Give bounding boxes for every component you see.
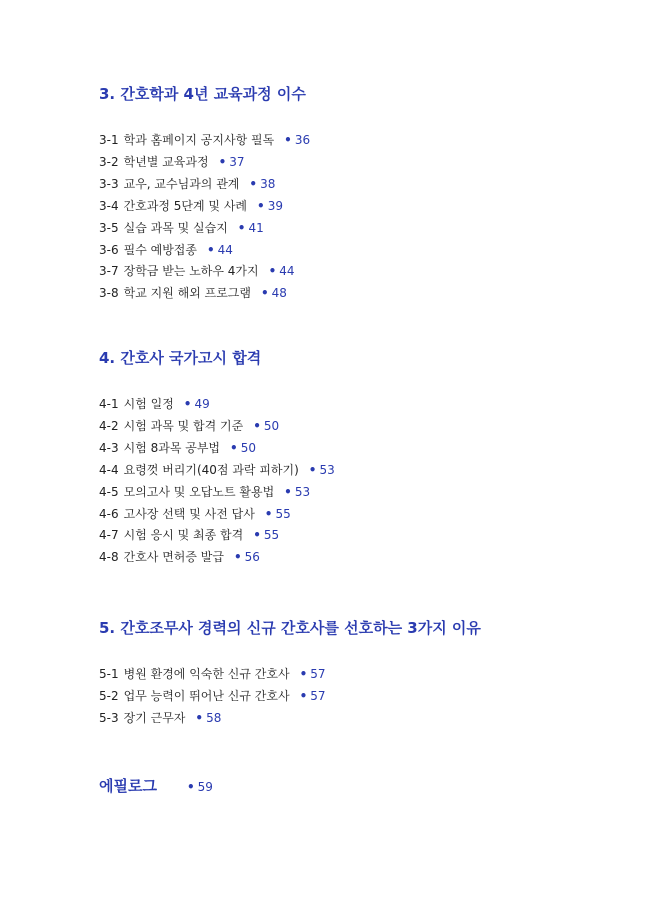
toc-item[interactable]: [99, 708, 481, 730]
item-number: 3-8: [99, 286, 119, 301]
item-number: 4-6: [99, 506, 119, 521]
item-text: 요령껏 버리기(40점 과락 피하기): [123, 462, 299, 477]
bullet-icon: •: [195, 710, 204, 725]
toc-item[interactable]: [99, 416, 335, 438]
item-text: 병원 환경에 익숙한 신규 간호사: [123, 667, 290, 681]
item-number: 4-4: [99, 462, 119, 477]
item-text: 간호사 면허증 발급: [123, 550, 224, 565]
epilogue-title: 에필로그: [99, 777, 157, 795]
item-page: 50: [263, 418, 280, 433]
toc-item[interactable]: [99, 196, 310, 218]
toc-epilogue[interactable]: [99, 775, 213, 796]
item-number: 4-2: [99, 418, 119, 433]
bullet-icon: •: [237, 220, 246, 235]
bullet-icon: •: [308, 462, 317, 477]
bullet-icon: •: [257, 198, 265, 213]
toc-section-4: [99, 348, 335, 569]
item-number: 5-2: [99, 688, 119, 703]
bullet-icon: •: [249, 176, 258, 191]
item-text: 시험 일정: [123, 397, 174, 411]
item-text: 실습 과목 및 실습지: [123, 220, 228, 235]
item-text: 학년별 교육과정: [123, 154, 209, 169]
bullet-icon: •: [233, 550, 242, 565]
toc-section-3: [99, 84, 310, 305]
bullet-icon: •: [299, 667, 308, 681]
item-text: 시험 응시 및 최종 합격: [123, 528, 244, 543]
bullet-icon: •: [284, 484, 292, 499]
item-text: 교우, 교수님과의 관계: [123, 176, 240, 191]
item-number: 4-7: [99, 528, 119, 543]
item-text: 장학금 받는 노하우 4가지: [123, 264, 259, 279]
item-number: 3-5: [99, 220, 119, 235]
item-text: 학과 홈페이지 공지사항 필독: [123, 133, 275, 147]
bullet-icon: •: [253, 528, 261, 543]
toc-item[interactable]: [99, 152, 310, 174]
item-text: 고사장 선택 및 사전 답사: [123, 506, 255, 521]
item-text: 시험 8과목 공부법: [123, 440, 221, 455]
item-number: 3-4: [99, 198, 119, 213]
bullet-icon: •: [183, 397, 192, 411]
section-items: [99, 130, 310, 305]
toc-section-5: [99, 618, 481, 730]
item-page: 38: [260, 176, 276, 191]
section-title: 5. 간호조무사 경력의 신규 간호사를 선호하는 3가지 이유: [99, 619, 481, 637]
item-page: 41: [248, 220, 264, 235]
item-number: 5-3: [99, 710, 119, 725]
toc-item[interactable]: [99, 460, 335, 482]
toc-item[interactable]: [99, 525, 335, 547]
section-items: [99, 394, 335, 569]
item-number: 4-3: [99, 440, 119, 455]
toc-item[interactable]: [99, 482, 335, 504]
item-page: 44: [279, 264, 295, 279]
item-text: 학교 지원 해외 프로그램: [123, 286, 251, 301]
bullet-icon: •: [218, 154, 227, 169]
bullet-icon: •: [206, 242, 215, 257]
toc-item[interactable]: [99, 174, 310, 196]
epilogue-page: 59: [197, 780, 213, 794]
item-page: 50: [240, 440, 256, 455]
toc-item[interactable]: [99, 240, 310, 262]
item-text: 장기 근무자: [123, 710, 186, 725]
toc-item[interactable]: [99, 664, 481, 686]
item-number: 5-1: [99, 667, 119, 681]
item-page: 37: [229, 154, 245, 169]
section-title: 3. 간호학과 4년 교육과정 이수: [99, 85, 306, 103]
item-number: 3-7: [99, 264, 119, 279]
item-page: 57: [310, 667, 326, 681]
item-page: 57: [310, 688, 326, 703]
bullet-icon: •: [284, 133, 292, 147]
item-text: 모의고사 및 오답노트 활용법: [123, 484, 275, 499]
bullet-icon: •: [230, 440, 238, 455]
item-page: 49: [194, 397, 210, 411]
item-text: 간호과정 5단계 및 사례: [123, 198, 248, 213]
item-page: 48: [271, 286, 287, 301]
section-title: 4. 간호사 국가고시 합격: [99, 349, 262, 367]
toc-item[interactable]: [99, 283, 310, 305]
toc-item[interactable]: [99, 686, 481, 708]
bullet-icon: •: [264, 506, 273, 521]
item-page: 36: [294, 133, 311, 147]
item-number: 4-5: [99, 484, 119, 499]
toc-item[interactable]: [99, 504, 335, 526]
item-number: 3-6: [99, 242, 119, 257]
item-page: 58: [206, 710, 222, 725]
bullet-icon: •: [186, 780, 195, 794]
toc-item[interactable]: [99, 438, 335, 460]
bullet-icon: •: [299, 688, 308, 703]
item-number: 4-1: [99, 397, 119, 411]
item-page: 53: [294, 484, 311, 499]
toc-item[interactable]: [99, 394, 335, 416]
item-page: 53: [319, 462, 335, 477]
item-text: 필수 예방접종: [123, 242, 197, 257]
item-page: 55: [263, 528, 280, 543]
toc-item[interactable]: [99, 130, 310, 152]
bullet-icon: •: [260, 286, 269, 301]
item-page: 39: [267, 198, 283, 213]
toc-item[interactable]: [99, 261, 310, 283]
item-number: 3-2: [99, 154, 119, 169]
item-text: 시험 과목 및 합격 기준: [123, 418, 244, 433]
toc-item[interactable]: [99, 218, 310, 240]
item-number: 3-1: [99, 133, 119, 147]
item-number: 4-8: [99, 550, 119, 565]
item-page: 56: [244, 550, 260, 565]
item-page: 55: [275, 506, 291, 521]
bullet-icon: •: [253, 418, 261, 433]
toc-item[interactable]: [99, 547, 335, 569]
item-number: 3-3: [99, 176, 119, 191]
section-items: [99, 664, 481, 730]
item-text: 업무 능력이 뛰어난 신규 간호사: [123, 688, 290, 703]
item-page: 44: [217, 242, 233, 257]
bullet-icon: •: [268, 264, 277, 279]
